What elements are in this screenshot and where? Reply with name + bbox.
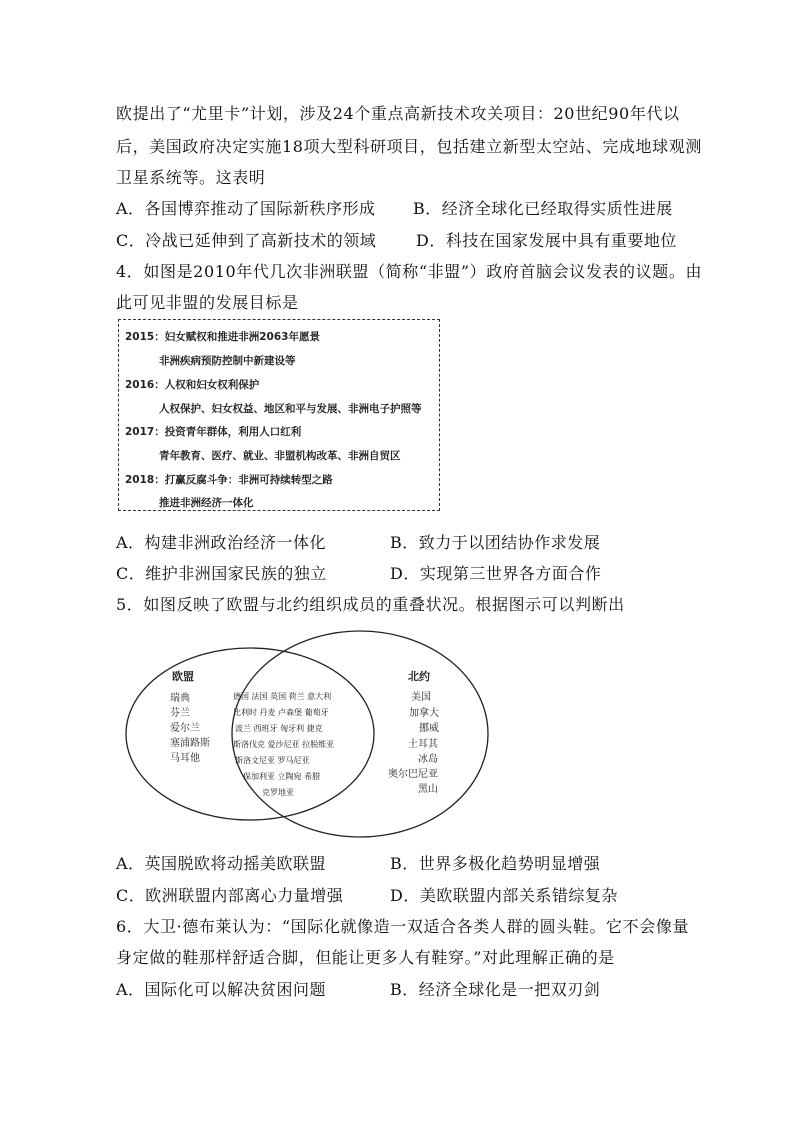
topic-2016: 2016：人权和妇女权利保护 bbox=[125, 379, 260, 391]
eu-nato-venn-diagram bbox=[120, 628, 490, 840]
topic-2018: 2018：打赢反腐斗争：非洲可持续转型之路 bbox=[125, 474, 333, 486]
q5-option-a: A．英国脱欧将动摇美欧联盟 bbox=[116, 854, 327, 873]
nato-only-item: 土耳其 bbox=[408, 739, 438, 750]
eu-only-item: 塞浦路斯 bbox=[170, 738, 210, 749]
eu-only-item: 芬兰 bbox=[170, 708, 190, 719]
q5-option-d: D．美欧联盟内部关系错综复杂 bbox=[390, 886, 618, 905]
overlap-row: 德国 法国 英国 荷兰 意大利 bbox=[233, 692, 332, 701]
eu-circle bbox=[126, 648, 374, 820]
eu-only-item: 瑞典 bbox=[170, 693, 190, 704]
nato-only-item: 奥尔巴尼亚 bbox=[388, 769, 438, 780]
q4-option-b: B．致力于以团结协作求发展 bbox=[390, 533, 601, 552]
overlap-row: 克罗地亚 bbox=[262, 788, 294, 797]
nato-only-item: 挪威 bbox=[419, 723, 439, 734]
q3-stem-line-3: 卫星系统等。这表明 bbox=[116, 168, 266, 187]
topic-2016-detail: 人权保护、妇女权益、地区和平与发展、非洲电子护照等 bbox=[159, 403, 422, 415]
overlap-row: 保加利亚 立陶宛 希腊 bbox=[243, 772, 321, 781]
q6-stem-line-2: 身定做的鞋那样舒适合脚，但能让更多人有鞋穿。”对此理解正确的是 bbox=[116, 948, 615, 967]
q5-stem-line-1: 5．如图反映了欧盟与北约组织成员的重叠状况。根据图示可以判断出 bbox=[116, 595, 625, 614]
topic-2015: 2015：妇女赋权和推进非洲2063年愿景 bbox=[125, 331, 320, 343]
q3-stem-line-1: 欧提出了“尤里卡”计划，涉及24个重点高新技术攻关项目：20世纪90年代以 bbox=[116, 104, 680, 123]
overlap-row: 比利时 丹麦 卢森堡 葡萄牙 bbox=[233, 708, 329, 717]
nato-only-item: 美国 bbox=[411, 692, 431, 703]
q3-option-d: D．科技在国家发展中具有重要地位 bbox=[416, 231, 677, 250]
eu-label: 欧盟 bbox=[172, 670, 194, 683]
topic-2015-detail: 非洲疾病预防控制中新建设等 bbox=[159, 355, 296, 367]
nato-circle bbox=[232, 631, 488, 837]
q6-option-b: B．经济全球化是一把双刃剑 bbox=[390, 980, 601, 999]
topic-2018-detail: 推进非洲经济一体化 bbox=[159, 497, 254, 509]
q3-option-b: B．经济全球化已经取得实质性进展 bbox=[413, 199, 673, 218]
overlap-row: 波兰 西班牙 匈牙利 捷克 bbox=[235, 724, 323, 733]
q3-option-a: A．各国博弈推动了国际新秩序形成 bbox=[116, 199, 376, 218]
q4-option-a: A．构建非洲政治经济一体化 bbox=[116, 533, 327, 552]
q3-stem-line-2: 后，美国政府决定实施18项大型科研项目，包括建立新型太空站、完成地球观测 bbox=[116, 137, 702, 156]
q4-option-c: C．维护非洲国家民族的独立 bbox=[116, 564, 327, 583]
topic-2017-detail: 青年教育、医疗、就业、非盟机构改革、非洲自贸区 bbox=[159, 450, 401, 462]
q4-stem-line-2: 此可见非盟的发展目标是 bbox=[116, 293, 299, 312]
eu-only-item: 爱尔兰 bbox=[170, 723, 200, 734]
topic-2017: 2017：投资青年群体，利用人口红利 bbox=[125, 426, 302, 438]
q6-option-a: A．国际化可以解决贫困问题 bbox=[116, 980, 327, 999]
nato-only-item: 加拿大 bbox=[409, 708, 439, 719]
nato-only-item: 黑山 bbox=[418, 784, 438, 795]
q4-option-d: D．实现第三世界各方面合作 bbox=[390, 564, 602, 583]
overlap-row: 斯洛文尼亚 罗马尼亚 bbox=[235, 756, 310, 765]
q5-option-c: C．欧洲联盟内部离心力量增强 bbox=[116, 886, 344, 905]
nato-only-item: 冰岛 bbox=[418, 754, 438, 765]
q3-option-c: C．冷战已延伸到了高新技术的领域 bbox=[116, 231, 377, 250]
q6-stem-line-1: 6．大卫·德布莱认为：“国际化就像造一双适合各类人群的圆头鞋。它不会像量 bbox=[116, 917, 690, 936]
q4-stem-line-1: 4．如图是2010年代几次非洲联盟（简称“非盟”）政府首脑会议发表的议题。由 bbox=[116, 262, 703, 281]
nato-label: 北约 bbox=[408, 670, 430, 683]
overlap-row: 斯洛伐克 爱沙尼亚 拉脱维亚 bbox=[233, 740, 335, 749]
q5-option-b: B．世界多极化趋势明显增强 bbox=[390, 854, 601, 873]
eu-only-item: 马耳他 bbox=[170, 753, 200, 764]
au-summit-topics-box bbox=[118, 319, 440, 511]
